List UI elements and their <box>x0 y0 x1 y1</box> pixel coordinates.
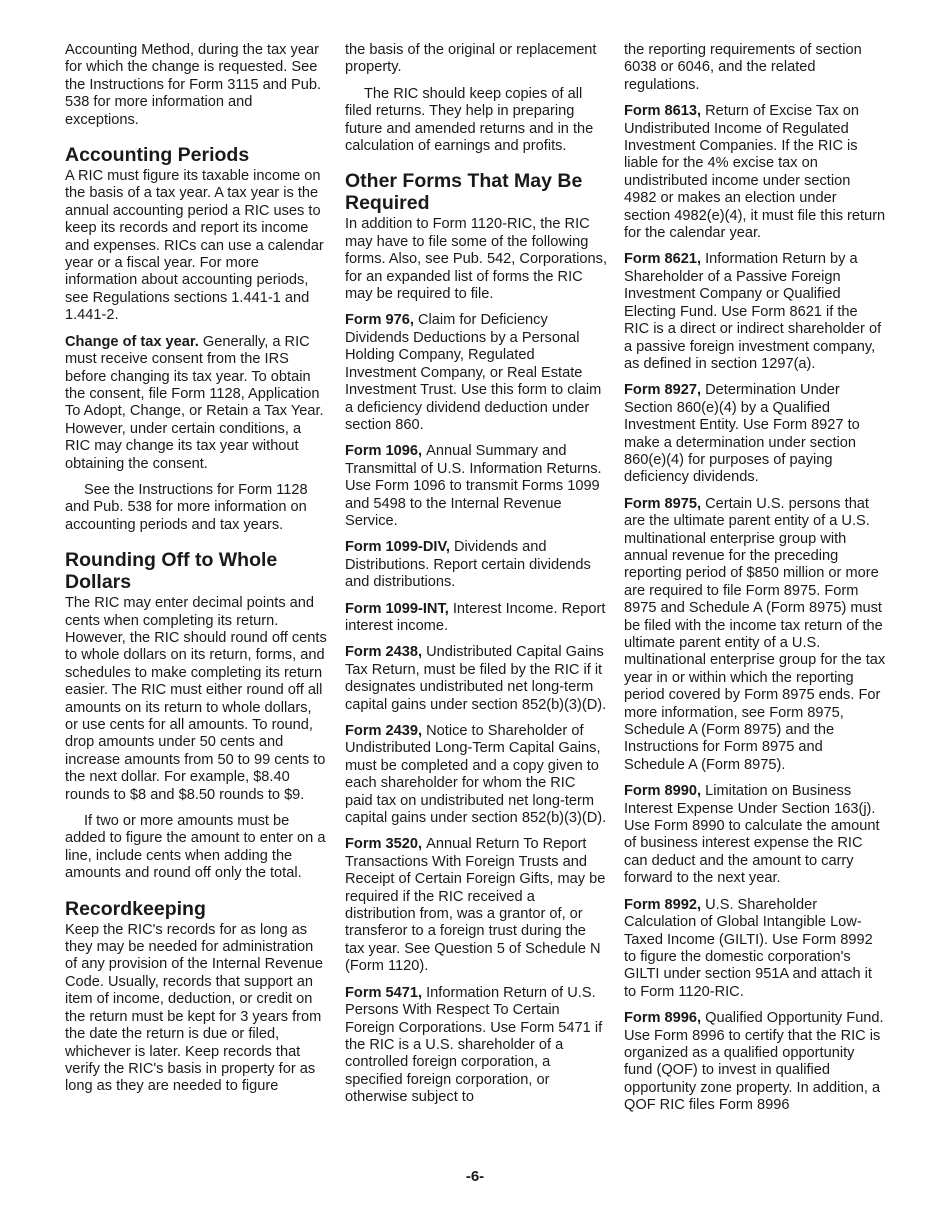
form-8975-entry <box>624 496 886 775</box>
form-1096-text: Annual Summary and Transmittal of U.S. Information Returns. Use Form 1096 to transmit Forms 1099 and 5498 to the Internal Revenue Service. <box>345 443 602 529</box>
column-1 <box>65 42 327 1105</box>
form-1099-div-text: Dividends and Distributions. Report certain dividends and distributions. <box>345 539 591 591</box>
form-1099-div-entry <box>345 539 607 591</box>
form-8613-text: Return of Excise Tax on Undistributed Income of Regulated Investment Companies. If the RIC is liable for the 4% excise tax on undistributed income under section 4982 or makes an election under section 4982(e)(4), it must file this return for the calendar year. <box>624 103 886 242</box>
form-8990-entry <box>624 783 886 887</box>
change-of-tax-year-text: Generally, a RIC must receive consent from the IRS before changing its tax year. To obtain the consent, file Form 1128, Application To Adopt, Change, or Retain a Tax Year. However, under certain conditions, a RIC may change its tax year without obtaining the consent. <box>65 333 324 472</box>
form-8992-entry <box>624 897 886 1001</box>
keep-copies-paragraph: The RIC should keep copies of all filed returns. They help in preparing future and amended returns and in the calculation of earnings and profits. <box>345 85 594 155</box>
heading-rounding: Rounding Off to Whole Dollars <box>65 549 278 594</box>
form-2439-lead: Form 2439, <box>345 723 423 739</box>
other-forms-paragraph: In addition to Form 1120-RIC, the RIC may have to file some of the following forms. Also, see Pub. 542, Corporations, for an expanded list of forms the RIC may be required to file. <box>345 216 608 303</box>
page-number: -6- <box>465 1168 485 1185</box>
form-8975-lead: Form 8975, <box>624 495 702 512</box>
form-1096-entry <box>345 443 607 530</box>
rounding-paragraph: The RIC may enter decimal points and cents when completing its return. However, the RIC should round off cents to whole dollars on its return, forms, and schedules to make completing its return easier. The RIC must either round off all amounts on its return to whole dollars, or use cents for all amounts. To round, drop amounts under 50 cents and increase amounts from 50 to 99 cents to the next dollar. For example, $8.40 rounds to $8 and $8.50 rounds to $9. <box>65 595 327 803</box>
column-2 <box>345 42 607 1116</box>
form-976-entry <box>345 312 607 434</box>
form-3520-entry <box>345 836 607 975</box>
form-2438-text: Undistributed Capital Gains Tax Return, must be filed by the RIC if it designates undistributed net long-term capital gains under section 852(b)(3)(D). <box>345 644 607 713</box>
form-2439-entry <box>345 723 607 827</box>
form-5471-text: Information Return of U.S. Persons With Respect To Certain Foreign Corporations. Use Form 5471 if the RIC is a U.S. shareholder of a controlled foreign corporation, a specified foreign corporation, or otherwise subject to <box>345 984 603 1106</box>
form-1096-lead: Form 1096, <box>345 443 423 460</box>
form-2438-entry <box>345 644 607 714</box>
form-8927-text: Determination Under Section 860(e)(4) by a Qualified Investment Entity. Use Form 8927 to make a determination under section 860(e)(4) for purposes of paying deficiency dividends. <box>624 382 860 486</box>
form-5471-entry <box>345 985 607 1107</box>
form-3520-text: Annual Return To Report Transactions With Foreign Trusts and Receipt of Certain Foreign Gifts, may be required if the RIC received a distribution from, was a grantor of, or transferor to a foreign trust during the tax year. See Question 5 of Schedule N (Form 1120). <box>345 836 606 975</box>
accounting-periods-paragraph: A RIC must figure its taxable income on the basis of a tax year. A tax year is the annual accounting period a RIC uses to keep its records and report its income and expenses. RICs can use a calendar year or a fiscal year. For more information about accounting periods, see Regulations sections 1.441-1 and 1.441-2. <box>65 168 324 324</box>
form-5471-lead: Form 5471, <box>345 984 423 1001</box>
basis-continuation-paragraph: the basis of the original or replacement property. <box>345 42 597 76</box>
form-8996-lead: Form 8996, <box>624 1010 702 1027</box>
form-8992-lead: Form 8992, <box>624 896 702 913</box>
form-8621-text: Information Return by a Shareholder of a Passive Foreign Investment Company or Qualified Electing Fund. Use Form 8621 if the RIC is a direct or indirect shareholder of a passive foreign investment company, as defined in section 1297(a). <box>624 251 882 372</box>
form-976-text: Claim for Deficiency Dividends Deductions by a Personal Holding Company, Regulated Investment Company, or Real Estate Investment Trust. Use this form to claim a deficiency dividend deduction under section 860. <box>345 312 602 433</box>
form-1099-int-entry <box>345 601 607 636</box>
form-8613-lead: Form 8613, <box>624 103 702 120</box>
heading-accounting-periods: Accounting Periods <box>65 144 250 167</box>
form-8621-lead: Form 8621, <box>624 251 702 268</box>
form-1099-int-lead: Form 1099-INT, <box>345 600 449 617</box>
form-2438-lead: Form 2438, <box>345 644 423 661</box>
see-instructions-1128-paragraph: See the Instructions for Form 1128 and Pub. 538 for more information on accounting periods and tax years. <box>65 481 308 533</box>
column-3 <box>624 42 886 1124</box>
recordkeeping-paragraph: Keep the RIC's records for as long as they may be needed for administration of any provision of the Internal Revenue Code. Usually, records that support an item of income, deduction, or credit on the return must be kept for 3 years from the date the return is due or filed, whichever is later. Keep records that verify the RIC's basis in property for as long as they are needed to figure <box>65 921 323 1095</box>
heading-recordkeeping: Recordkeeping <box>65 897 206 920</box>
reporting-requirements-continuation: the reporting requirements of section 6038 or 6046, and the related regulations. <box>624 42 862 93</box>
form-8996-entry <box>624 1010 886 1114</box>
form-976-lead: Form 976, <box>345 312 414 329</box>
form-1099-int-text: Interest Income. Report interest income. <box>345 600 606 634</box>
form-2439-text: Notice to Shareholder of Undistributed Long-Term Capital Gains, must be completed and a copy given to each shareholder for whom the RIC paid tax on undistributed net long-term capital gains under section 852(b)(3)(D). <box>345 723 607 827</box>
form-1099-div-lead: Form 1099-DIV, <box>345 539 450 556</box>
form-8990-text: Limitation on Business Interest Expense Under Section 163(j). Use Form 8990 to calculate the amount of business interest expense the RIC can deduct and the amount to carry forward to the next year. <box>624 783 880 887</box>
intro-paragraph: Accounting Method, during the tax year for which the change is requested. See the Instructions for Form 3115 and Pub. 538 for more information and exceptions. <box>65 42 322 128</box>
heading-other-forms: Other Forms That May Be Required <box>345 170 583 215</box>
form-8975-text: Certain U.S. persons that are the ultimate parent entity of a U.S. multinational enterprise group with annual revenue for the preceding reporting period of $850 million or more are required to file Form 8975. Form 8975 and Schedule A (Form 8975) must be filed with the income tax return of the ultimate parent entity of a U.S. multinational enterprise group for the tax year in or within which the reporting period covered by Form 8975 ends. For more information, see Form 8975, Schedule A (Form 8975) and the Instructions for Form 8975 and Schedule A (Form 8975). <box>624 495 886 773</box>
form-8990-lead: Form 8990, <box>624 783 702 800</box>
form-8621-entry <box>624 251 886 373</box>
form-8992-text: U.S. Shareholder Calculation of Global Intangible Low-Taxed Income (GILTI). Use Form 8992 to figure the domestic corporation's GILTI under section 951A and attach it to Form 1120-RIC. <box>624 896 873 1000</box>
form-8996-text: Qualified Opportunity Fund. Use Form 8996 to certify that the RIC is organized as a qualified opportunity fund (QOF) to invest in qualified opportunity zone property. In addition, a QOF RIC files Form 8996 <box>624 1010 884 1114</box>
change-of-tax-year-lead: Change of tax year. <box>65 333 199 350</box>
form-8927-lead: Form 8927, <box>624 382 702 399</box>
change-of-tax-year-paragraph <box>65 334 327 473</box>
form-3520-lead: Form 3520, <box>345 836 423 853</box>
form-8613-entry <box>624 103 886 242</box>
form-8927-entry <box>624 382 886 486</box>
two-or-more-amounts-paragraph: If two or more amounts must be added to figure the amount to enter on a line, include cents when adding the amounts and round off only the total. <box>65 813 326 882</box>
